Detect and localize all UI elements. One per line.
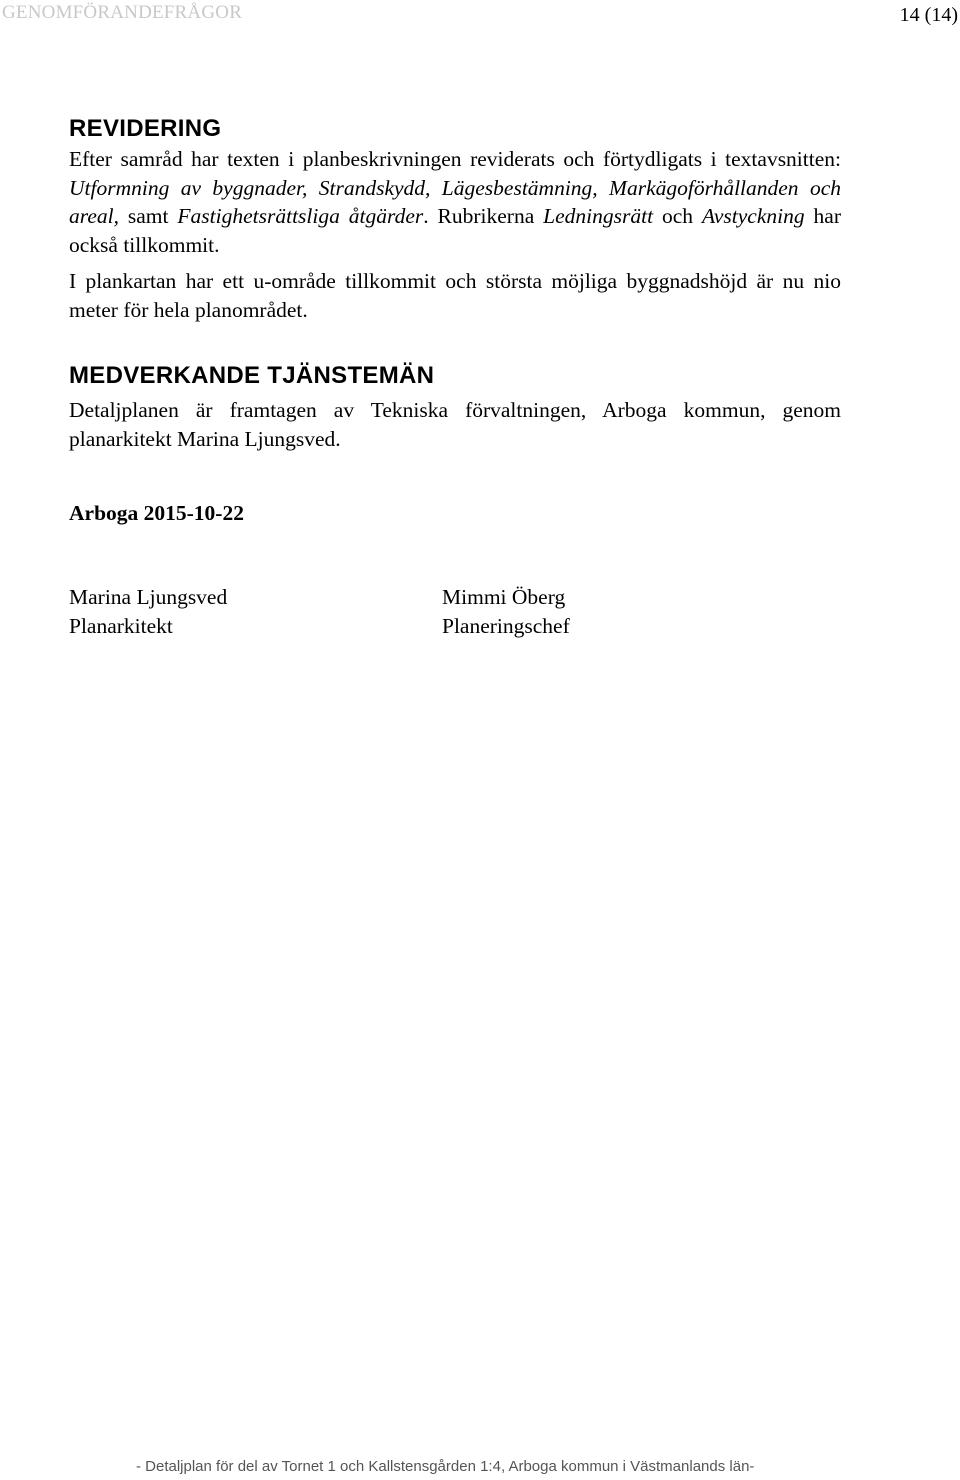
italic-run: Ledningsrätt xyxy=(543,204,654,228)
text-run: samt xyxy=(118,204,178,228)
italic-run: Avstyckning xyxy=(701,204,805,228)
section-heading-revidering: REVIDERING xyxy=(69,115,222,142)
section-heading-medverkande: MEDVERKANDE TJÄNSTEMÄN xyxy=(69,362,435,389)
revidering-paragraph-2: I plankartan har ett u-område tillkommit och största möjliga byggnadshöjd är nu nio meter för hela planområdet. xyxy=(69,269,841,322)
medverkande-paragraph: Detaljplanen är framtagen av Tekniska förvaltningen, Arboga kommun, genom planarkitekt Marina Ljungsved. xyxy=(69,398,841,451)
page-footer: - Detaljplan för del av Tornet 1 och Kallstensgården 1:4, Arboga kommun i Västmanlands län- xyxy=(136,1458,755,1475)
italic-run: Utformning av byggnader, Strandskydd, Lägesbestämning, Markägoförhållanden och areal, xyxy=(69,175,841,228)
running-head: GENOMFÖRANDEFRÅGOR xyxy=(2,2,243,23)
text-run: . Rubrikerna xyxy=(423,204,544,228)
document-body xyxy=(69,113,841,640)
italic-run: Fastighetsrättsliga åtgärder xyxy=(177,204,424,228)
signature-block xyxy=(69,583,841,640)
text-run: Efter samråd har texten i planbeskrivningen reviderats och förtydligats i textavsnitten: xyxy=(69,147,841,171)
signatory-name: Marina Ljungsved xyxy=(69,585,228,609)
place-date: Arboga 2015-10-22 xyxy=(69,501,244,525)
signatory-name: Mimmi Öberg xyxy=(442,585,566,609)
page-number: 14 (14) xyxy=(899,4,958,26)
revidering-paragraph-1 xyxy=(69,145,841,259)
text-run: och xyxy=(653,204,702,228)
signature-right xyxy=(442,583,570,640)
signatory-title: Planarkitekt xyxy=(69,613,173,638)
signature-left xyxy=(69,583,442,640)
text-run: har också tillkommit. xyxy=(69,204,841,257)
signatory-title: Planeringschef xyxy=(442,613,570,638)
